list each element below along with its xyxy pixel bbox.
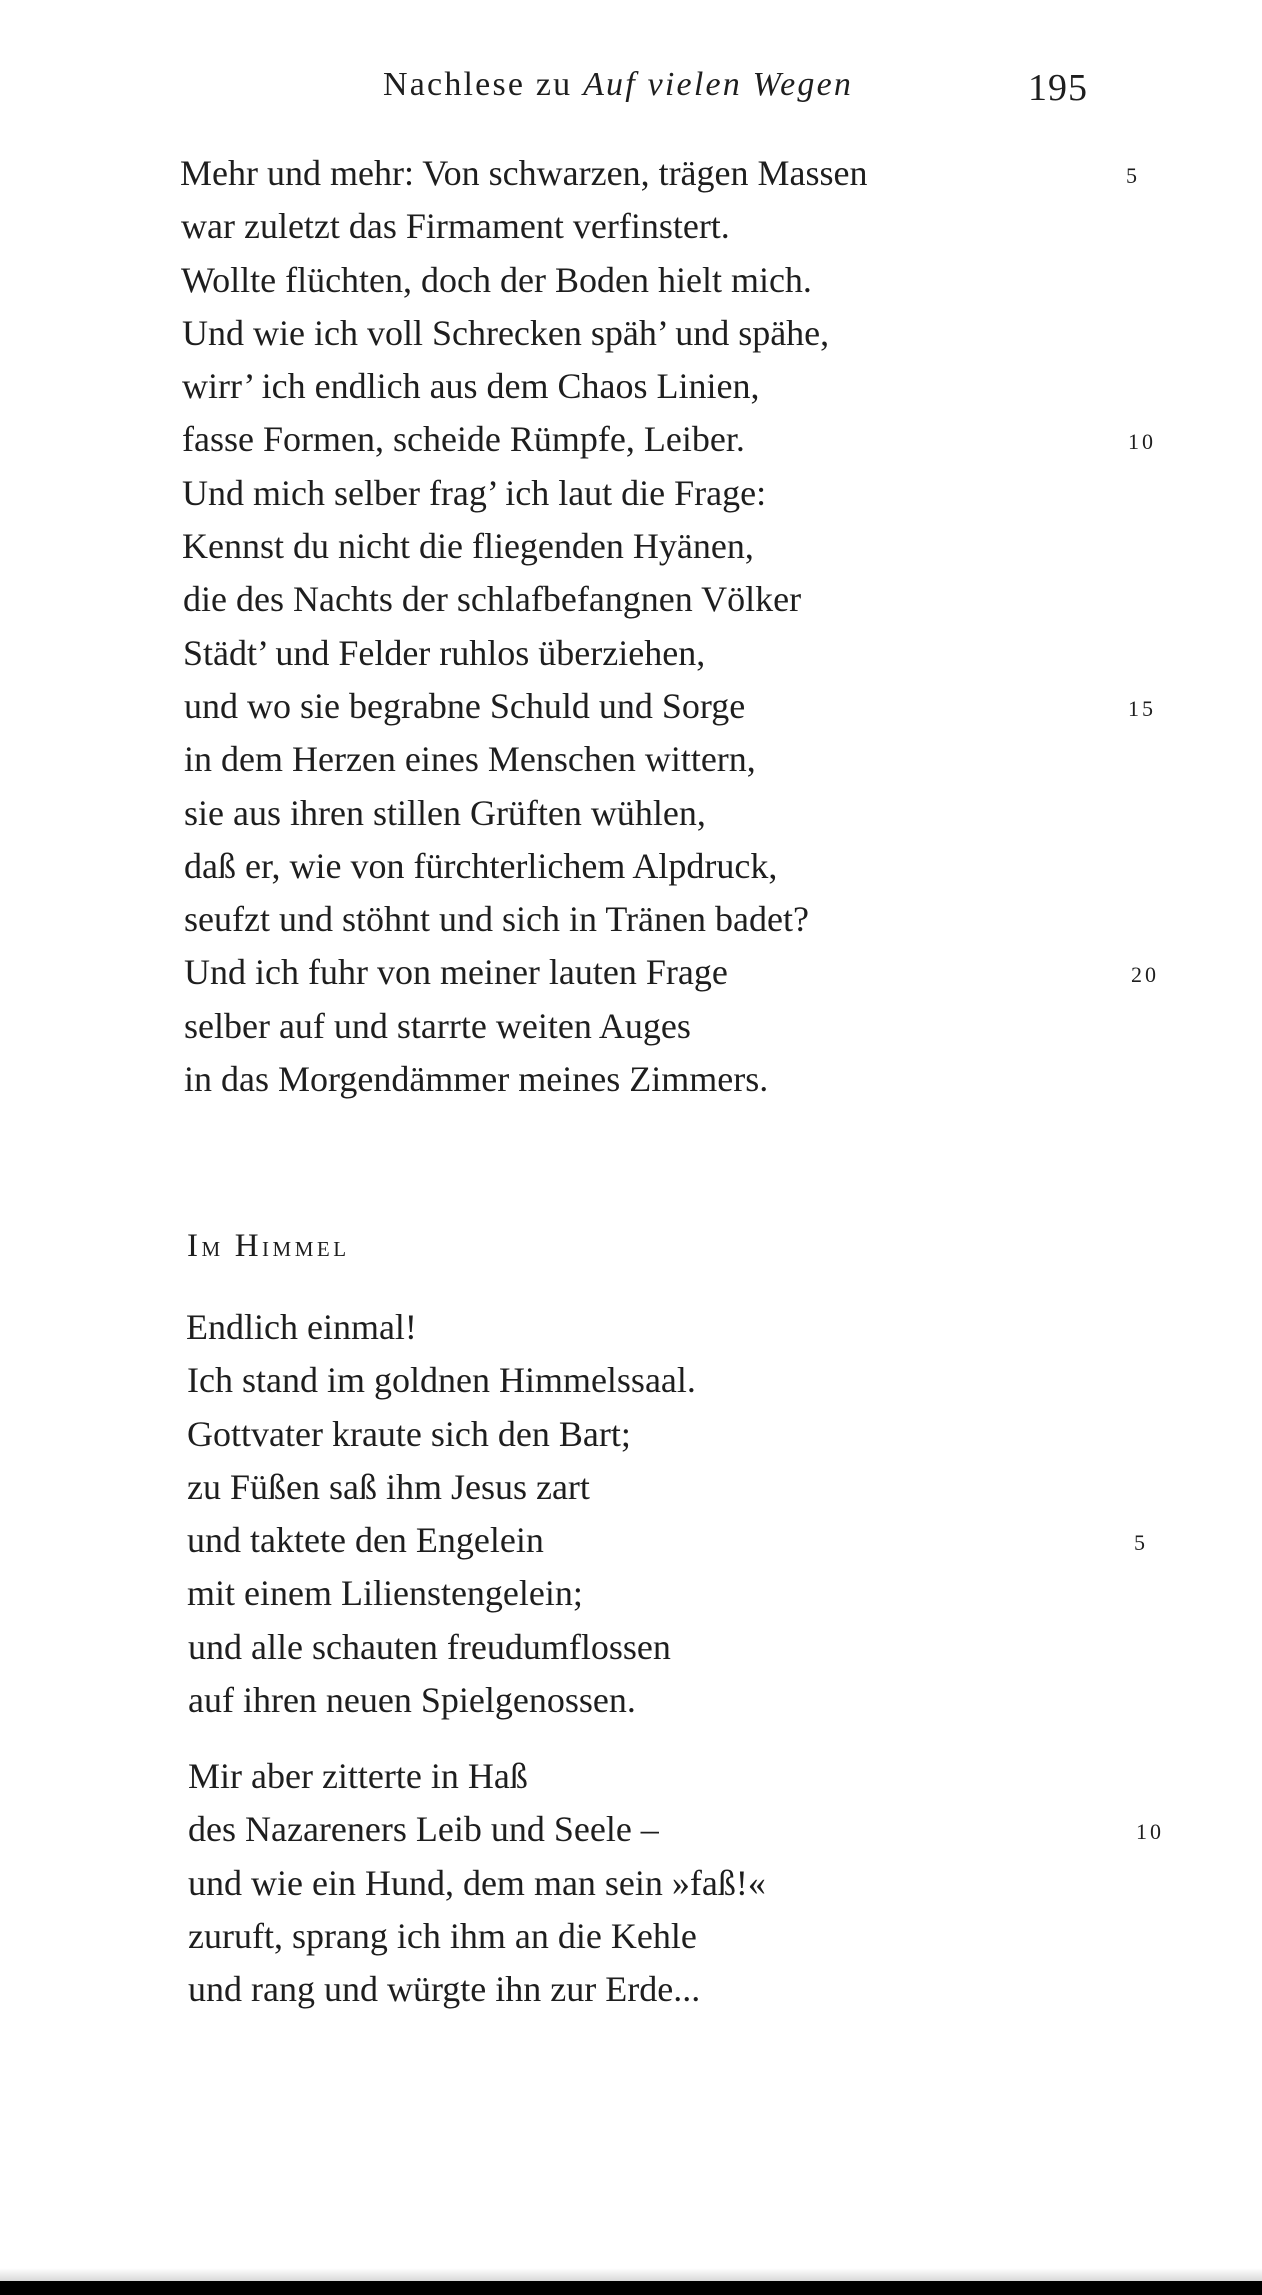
poem-stanza-1 bbox=[0, 1307, 1262, 1733]
verse-line bbox=[0, 1520, 1262, 1573]
line-number: 10 bbox=[1128, 429, 1156, 455]
verse-line bbox=[0, 1627, 1262, 1680]
verse-line bbox=[0, 899, 1262, 952]
verse-text: zuruft, sprang ich ihm an die Kehle bbox=[188, 1915, 697, 1956]
running-title-prefix: Nachlese zu bbox=[383, 66, 584, 103]
verse-text: war zuletzt das Firmament verfinstert. bbox=[181, 206, 730, 247]
verse-line bbox=[0, 846, 1262, 899]
verse-text: des Nazareners Leib und Seele – bbox=[188, 1809, 659, 1850]
verse-line bbox=[0, 1467, 1262, 1520]
verse-text: Wollte flüchten, doch der Boden hielt mich. bbox=[181, 259, 812, 300]
verse-line bbox=[0, 206, 1262, 259]
verse-text: und taktete den Engelein bbox=[187, 1520, 544, 1561]
verse-text: Und ich fuhr von meiner lauten Frage bbox=[184, 952, 728, 993]
line-number: 15 bbox=[1128, 695, 1156, 721]
verse-text: und wie ein Hund, dem man sein »faß!« bbox=[188, 1862, 766, 1903]
title-part: immel bbox=[262, 1230, 350, 1263]
verse-line bbox=[0, 526, 1262, 579]
poem-title bbox=[187, 1228, 350, 1265]
verse-line bbox=[0, 1360, 1262, 1413]
verse-line bbox=[0, 1916, 1262, 1969]
verse-text: in das Morgendämmer meines Zimmers. bbox=[184, 1059, 769, 1100]
page-number: 195 bbox=[1028, 67, 1088, 109]
line-number: 5 bbox=[1134, 1530, 1148, 1556]
verse-text: zu Füßen saß ihm Jesus zart bbox=[187, 1466, 590, 1507]
verse-text: die des Nachts der schlafbefangnen Völker bbox=[183, 579, 802, 620]
running-title bbox=[383, 66, 853, 104]
verse-line bbox=[0, 633, 1262, 686]
verse-line bbox=[0, 1059, 1262, 1112]
verse-line bbox=[0, 153, 1262, 206]
verse-text: und alle schauten freudumflossen bbox=[188, 1626, 671, 1667]
verse-text: Ich stand im goldnen Himmelssaal. bbox=[187, 1360, 696, 1401]
verse-text: seufzt und stöhnt und sich in Tränen badet? bbox=[184, 899, 809, 940]
verse-line bbox=[0, 579, 1262, 632]
poem-stanza-2 bbox=[0, 1756, 1262, 2022]
verse-line bbox=[0, 739, 1262, 792]
verse-line bbox=[0, 473, 1262, 526]
verse-line bbox=[0, 1756, 1262, 1809]
verse-text: Und wie ich voll Schrecken späh’ und spähe, bbox=[182, 312, 830, 353]
verse-text: Mehr und mehr: Von schwarzen, trägen Massen bbox=[180, 153, 868, 193]
line-number: 5 bbox=[1126, 163, 1140, 188]
verse-text: sie aus ihren stillen Grüften wühlen, bbox=[184, 792, 706, 833]
verse-text: Und mich selber frag’ ich laut die Frage: bbox=[182, 472, 767, 513]
verse-text: Endlich einmal! bbox=[186, 1307, 417, 1347]
verse-line bbox=[0, 260, 1262, 313]
verse-line bbox=[0, 793, 1262, 846]
verse-line bbox=[0, 366, 1262, 419]
running-title-book: Auf vielen Wegen bbox=[583, 66, 854, 103]
verse-line bbox=[0, 952, 1262, 1005]
title-initial: H bbox=[234, 1228, 263, 1264]
verse-line bbox=[0, 1809, 1262, 1862]
verse-text: Kennst du nicht die fliegenden Hyänen, bbox=[182, 526, 754, 567]
verse-text: mit einem Lilienstengelein; bbox=[187, 1573, 583, 1614]
poem-continuation bbox=[0, 153, 1262, 1112]
verse-text: fasse Formen, scheide Rümpfe, Leiber. bbox=[182, 419, 745, 460]
verse-text: selber auf und starrte weiten Auges bbox=[184, 1005, 691, 1046]
verse-line bbox=[0, 313, 1262, 366]
verse-text: und rang und würgte ihn zur Erde... bbox=[188, 1969, 701, 2010]
verse-text: Städt’ und Felder ruhlos überziehen, bbox=[183, 632, 706, 673]
scan-edge-bar bbox=[0, 2281, 1262, 2295]
running-header bbox=[0, 66, 1262, 116]
line-number: 10 bbox=[1136, 1819, 1164, 1845]
verse-text: und wo sie begrabne Schuld und Sorge bbox=[184, 685, 746, 726]
title-part: m bbox=[201, 1230, 235, 1263]
verse-line bbox=[0, 1414, 1262, 1467]
verse-line bbox=[0, 1680, 1262, 1733]
verse-text: in dem Herzen eines Menschen wittern, bbox=[184, 739, 756, 780]
verse-text: auf ihren neuen Spielgenossen. bbox=[188, 1680, 636, 1721]
verse-line bbox=[0, 1863, 1262, 1916]
verse-line bbox=[0, 1006, 1262, 1059]
title-initial: I bbox=[187, 1228, 202, 1264]
verse-line bbox=[0, 686, 1262, 739]
verse-text: wirr’ ich endlich aus dem Chaos Linien, bbox=[182, 366, 760, 407]
verse-text: daß er, wie von fürchterlichem Alpdruck, bbox=[184, 845, 778, 886]
verse-line bbox=[0, 1307, 1262, 1360]
line-number: 20 bbox=[1131, 962, 1159, 988]
verse-text: Mir aber zitterte in Haß bbox=[188, 1756, 528, 1796]
verse-line bbox=[0, 1573, 1262, 1626]
verse-text: Gottvater kraute sich den Bart; bbox=[187, 1413, 631, 1454]
verse-line bbox=[0, 1969, 1262, 2022]
page-edge-shadow bbox=[0, 2268, 1262, 2281]
verse-line bbox=[0, 419, 1262, 472]
